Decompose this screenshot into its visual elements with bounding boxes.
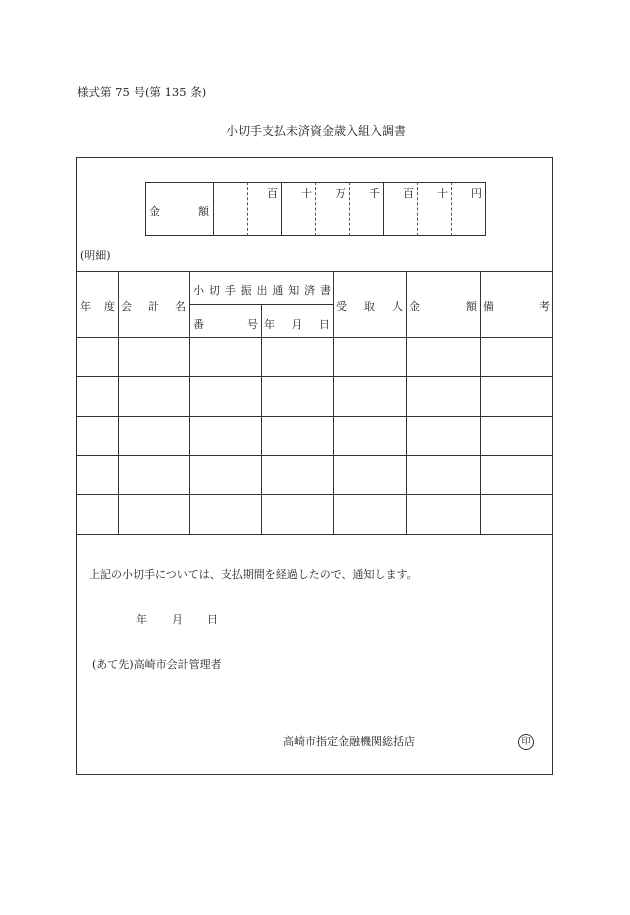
header-amount: 金 額 bbox=[409, 300, 477, 313]
header-recipient: 受 取 人 bbox=[336, 300, 403, 313]
date-month: 月 bbox=[172, 613, 183, 626]
addressee: (あて先)高崎市会計管理者 bbox=[92, 658, 222, 671]
header-date: 年 月 日 bbox=[264, 318, 330, 331]
date-year: 年 bbox=[136, 613, 147, 626]
details-label: (明細) bbox=[80, 249, 111, 262]
unit-sen: 千 bbox=[369, 187, 380, 200]
document-title: 小切手支払未済資金歳入組入調書 bbox=[226, 124, 407, 138]
header-number: 番 号 bbox=[193, 318, 258, 331]
notice-text: 上記の小切手については、支払期間を経過したので、通知します。 bbox=[89, 568, 418, 581]
unit-yen: 円 bbox=[471, 187, 482, 200]
unit-hyaku-man: 百 bbox=[267, 187, 278, 200]
date-day: 日 bbox=[207, 613, 218, 626]
unit-juu: 十 bbox=[437, 187, 448, 200]
header-remarks: 備 考 bbox=[483, 300, 550, 313]
unit-hyaku: 百 bbox=[403, 187, 414, 200]
header-check-notice: 小 切 手 振 出 通 知 済 書 bbox=[193, 284, 331, 297]
form-frame bbox=[76, 157, 553, 775]
unit-man: 万 bbox=[335, 187, 346, 200]
header-year: 年 度 bbox=[80, 300, 115, 313]
amount-label: 金 額 bbox=[149, 205, 209, 218]
header-account-name: 会 計 名 bbox=[121, 300, 186, 313]
seal-stamp: 印 bbox=[518, 734, 534, 750]
form-number: 様式第 75 号(第 135 条) bbox=[77, 85, 207, 99]
bank-name: 高崎市指定金融機関総括店 bbox=[283, 735, 415, 748]
unit-juu-man: 十 bbox=[301, 187, 312, 200]
